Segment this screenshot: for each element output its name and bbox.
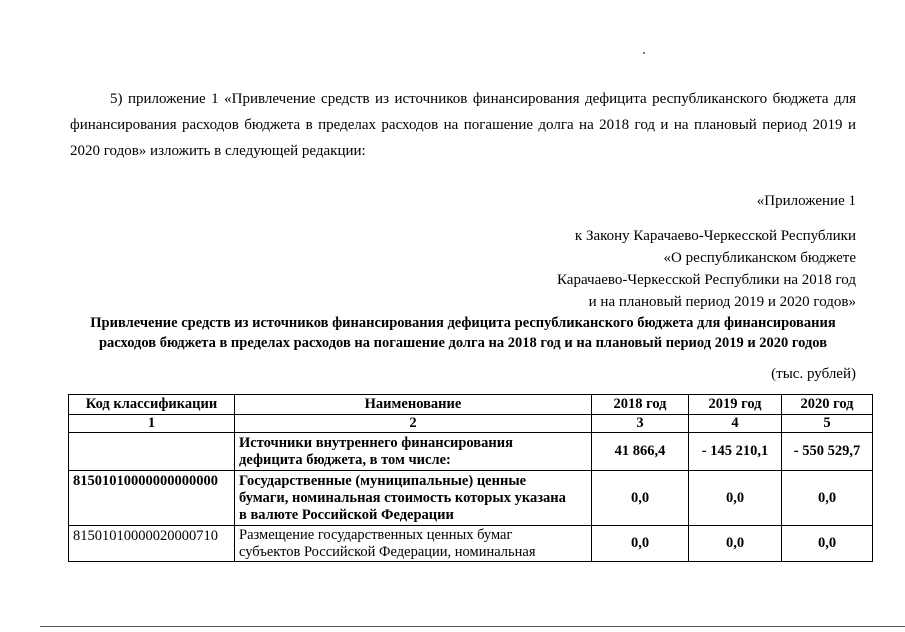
row-value-2019: 0,0 bbox=[689, 526, 782, 562]
intro-line-3: 2020 годов» изложить в следующей редакции: bbox=[70, 143, 366, 159]
row-value-2019: 0,0 bbox=[689, 471, 782, 526]
row-value-2020: - 550 529,7 bbox=[782, 433, 873, 471]
table-column-numbers-row bbox=[69, 415, 873, 433]
scan-speck bbox=[643, 52, 645, 54]
col-number: 4 bbox=[689, 415, 782, 433]
document-title bbox=[60, 313, 866, 353]
header-2018: 2018 год bbox=[592, 395, 689, 415]
header-name: Наименование bbox=[235, 395, 592, 415]
row-name-line: Размещение государственных ценных бумаг bbox=[239, 526, 513, 543]
row-name-line: субъектов Российской Федерации, номинальная bbox=[239, 543, 536, 560]
intro-line-2: финансирования расходов бюджета в пределах расходов на погашение долга на 2018 год и на плановый период 2019 и bbox=[70, 117, 856, 133]
title-line-1: Привлечение средств из источников финансирования дефицита республиканского бюджета для финансирования bbox=[90, 315, 836, 331]
col-number: 1 bbox=[69, 415, 235, 433]
page-bottom-rule bbox=[40, 626, 905, 627]
row-value-2020: 0,0 bbox=[782, 471, 873, 526]
row-name-line: дефицита бюджета, в том числе: bbox=[239, 451, 451, 468]
table-row bbox=[69, 433, 873, 471]
budget-table bbox=[68, 394, 873, 562]
row-code bbox=[69, 433, 235, 471]
row-value-2018: 0,0 bbox=[592, 526, 689, 562]
intro-paragraph bbox=[70, 86, 856, 164]
row-value-2018: 0,0 bbox=[592, 471, 689, 526]
title-line-2: расходов бюджета в пределах расходов на погашение долга на 2018 год и на плановый период 2019 и 2020 годов bbox=[98, 335, 828, 351]
table-row bbox=[69, 471, 873, 526]
row-code: 81501010000000000000 bbox=[69, 471, 235, 526]
header-2019: 2019 год bbox=[689, 395, 782, 415]
row-value-2019: - 145 210,1 bbox=[689, 433, 782, 471]
row-name bbox=[235, 433, 592, 471]
table-header-row bbox=[69, 395, 873, 415]
row-name bbox=[235, 526, 592, 562]
col-number: 5 bbox=[782, 415, 873, 433]
row-value-2018: 41 866,4 bbox=[592, 433, 689, 471]
row-code: 81501010000020000710 bbox=[69, 526, 235, 562]
row-name-line: в валюте Российской Федерации bbox=[239, 506, 454, 523]
col-number: 2 bbox=[235, 415, 592, 433]
header-code: Код классификации bbox=[69, 395, 235, 415]
appendix-ref-line-2: «О республиканском бюджете bbox=[663, 250, 856, 266]
intro-line-1: 5) приложение 1 «Привлечение средств из источников финансирования дефицита республиканского бюджета для bbox=[110, 91, 856, 107]
units-label: (тыс. рублей) bbox=[771, 366, 856, 382]
table-row bbox=[69, 526, 873, 562]
header-2020: 2020 год bbox=[782, 395, 873, 415]
row-name bbox=[235, 471, 592, 526]
appendix-label: «Приложение 1 bbox=[756, 193, 856, 209]
col-number: 3 bbox=[592, 415, 689, 433]
appendix-ref-line-1: к Закону Карачаево-Черкесской Республики bbox=[574, 228, 856, 244]
row-name-line: Источники внутреннего финансирования bbox=[239, 434, 513, 451]
appendix-ref-line-4: и на плановый период 2019 и 2020 годов» bbox=[588, 294, 856, 310]
appendix-reference bbox=[557, 225, 856, 313]
row-name-line: бумаги, номинальная стоимость которых указана bbox=[239, 489, 566, 506]
appendix-ref-line-3: Карачаево-Черкесской Республики на 2018 год bbox=[557, 272, 856, 288]
row-value-2020: 0,0 bbox=[782, 526, 873, 562]
row-name-line: Государственные (муниципальные) ценные bbox=[239, 472, 527, 489]
